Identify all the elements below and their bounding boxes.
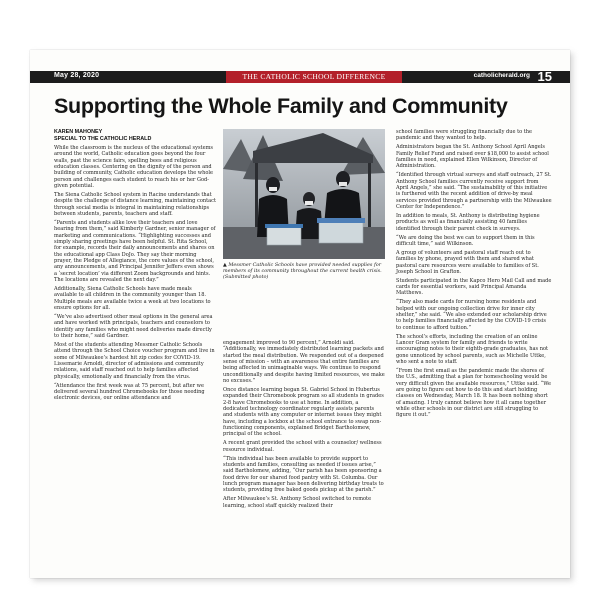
paragraph: A recent grant provided the school with a counselor/ wellness resource individual. [223, 440, 382, 453]
photo-illustration [223, 129, 385, 259]
issue-date: May 28, 2020 [54, 72, 100, 79]
paragraph: “They also made cards for nursing home residents and helped with our ongoing collection drive for inner city shelter,” she said. “We also extended our scholarship drive to help families financially affected by the COVID-19 crisis to continue to afford tuition.” [396, 299, 547, 331]
article-column-3 [396, 129, 552, 421]
article-photo [223, 129, 385, 259]
photo-caption [223, 262, 385, 280]
article-headline: Supporting the Whole Family and Community [54, 94, 508, 118]
paragraph: After Milwaukee’s St. Anthony School switched to remote learning, school staff quickly realized their [223, 496, 372, 509]
paragraph: Students participated in the Kapco Hero Mail Call and made cards for essential workers, said Principal Amanda Matthews. [396, 277, 552, 297]
paragraph: “We are doing the best we can to support them in this difficult time,” said Wilkinson. [396, 234, 535, 247]
paragraph: Additionally, Siena Catholic Schools have made meals available to all children in the community younger than 18. Multiple meals are available twice a week at two locations to ensure options for all. [54, 286, 211, 312]
paragraph: “From the first email as the pandemic made the shores of the U.S., admitting that a plan for homeschooling would be very difficult given the available resources,” Uttke said. “We are going to figure out how to do this and start holding classes on Wednesday, March 18. It has been nothing short of amazing. I truly cannot believe how it all came together while other schools in our district are still struggling to figure it out.” [396, 368, 551, 419]
paragraph: In addition to meals, St. Anthony is distributing hygiene products as well as financially assisting 40 families identified through their parent check in surveys. [396, 212, 540, 232]
paragraph: school families were struggling financially due to the pandemic and they wanted to help. [396, 129, 533, 142]
paragraph: Once distance learning began St. Gabriel School in Hubertus expanded their Chromebook program so all students in grades 2-8 have Chromebooks to use at home. In addition, a dedicated technology coordinator regularly assists parents and students with any computer or internet issues they might have, including a lockbox at the school entrance to swap non-functioning components, explained Bridget Bartholomew, principal of the school. [223, 387, 384, 438]
byline [54, 129, 151, 143]
paragraph: “This individual has been available to provide support to students and families, consulting as needed if issues arise,” said Bartholomew, adding, “Our parish has been sponsoring a food drive for our shared food pantry with St. Columba. Our lunch program manager has been delivering birthday treats to students, providing free baked goods pickup at the parish.” [223, 455, 384, 494]
paragraph: A group of volunteers and pastoral staff reach out to families by phone, prayed with them and shared what pastoral care resources were available to families of St. Joseph School in Grafton. [396, 249, 539, 275]
author-name: KAREN MAHONEY [54, 129, 103, 135]
paragraph: Most of the students attending Messmer Catholic Schools attend through the School Choice voucher program and live in some of Milwaukee’s hardest hit zip codes for COVID-19. Lissemarie Arnoldi, director of admissions and community relations, said staff reached out to help families affected physically, emotionally and financially from the virus. [54, 341, 215, 380]
paragraph: The school’s efforts, including the creation of an online Lancer Gram system for family and friends to write encouraging notes to their eighth-grade graduates, has not gone unnoticed by school parents, such as Michelle Uttke, who sent a note to staff. [396, 333, 549, 366]
website-url: catholicherald.org [473, 72, 530, 79]
section-title: THE CATHOLIC SCHOOL DIFFERENCE [226, 71, 402, 83]
page-header-bar [30, 71, 570, 83]
paragraph: “Identified through virtual surveys and staff outreach, 27 St. Anthony School families currently receive support from April Angels,” she said. “The sustainability of this initiative is furthered with the recent addition of drive-by meal services provided through a partnership with the Milwaukee Center for Independence.” [396, 172, 552, 210]
article-column-2 [223, 340, 385, 512]
paragraph: engagement improved to 90 percent,” Arnoldi said. “Additionally, we immediately distributed learning packets and started the meal distribution. We responded out of a deepened sense of mission – with an awareness that entire families are being affected in unimaginable ways. We continue to respond unconditionally and despite having limited resources, we make no excuses.” [223, 340, 385, 385]
paragraph: “We’ve also advertised other meal options in the general area and have worked with principals, teachers and counselors to identify any families who might need deliveries made directly to their home,” said Gardner. [54, 313, 213, 339]
paragraph: “Parents and students alike love their teachers and love hearing from them,” said Kimberly Gardner, senior manager of marketing and communications. “Highlighting successes and simply sharing greetings have been helpful. St. Rita School, for example, records their daily announcements and shares on the educational app Class DoJo. They say their morning prayer, the Pledge of Allegiance, the core values of the school, any announcements, and Principal Jennifer Jeffers even shows a ‘secret location’ via different Zoom backgrounds and hints. The locations are revealed the next day.” [54, 219, 216, 284]
caption-text: Messmer Catholic Schools have provided needed supplies for members of its community throughout the current health crisis. (Submitted photo) [223, 262, 382, 281]
paragraph: The Siena Catholic School system in Racine understands that despite the challenge of distance learning, maintaining contact through social media is integral in maintaining relationships between students, parents, teachers and staff. [54, 192, 217, 218]
paragraph: “Attendance the first week was at 75 percent, but after we delivered several hundred Chromebooks for those needing electronic devices, our online attendance and [54, 382, 205, 402]
newspaper-page [30, 50, 570, 578]
author-role: SPECIAL TO THE CATHOLIC HERALD [54, 136, 152, 142]
article-column-1 [54, 145, 216, 404]
paragraph: Administrators began the St. Anthony School April Angels Family Relief Fund and raised over $18,000 to assist school families in need, explained Ellen Wilkinson, Director of Administration. [396, 144, 549, 170]
page-number: 15 [537, 69, 552, 84]
paragraph: While the classroom is the nucleus of the educational systems around the world, Catholic education goes beyond the four walls, past the science fairs, spelling bees and religious education classes. Centering on the dignity of the person and building of community, Catholic education develops the whole person and challenges each student to reach his or her God-given potential. [54, 145, 214, 190]
caption-marker-icon: ▲ [223, 262, 227, 268]
